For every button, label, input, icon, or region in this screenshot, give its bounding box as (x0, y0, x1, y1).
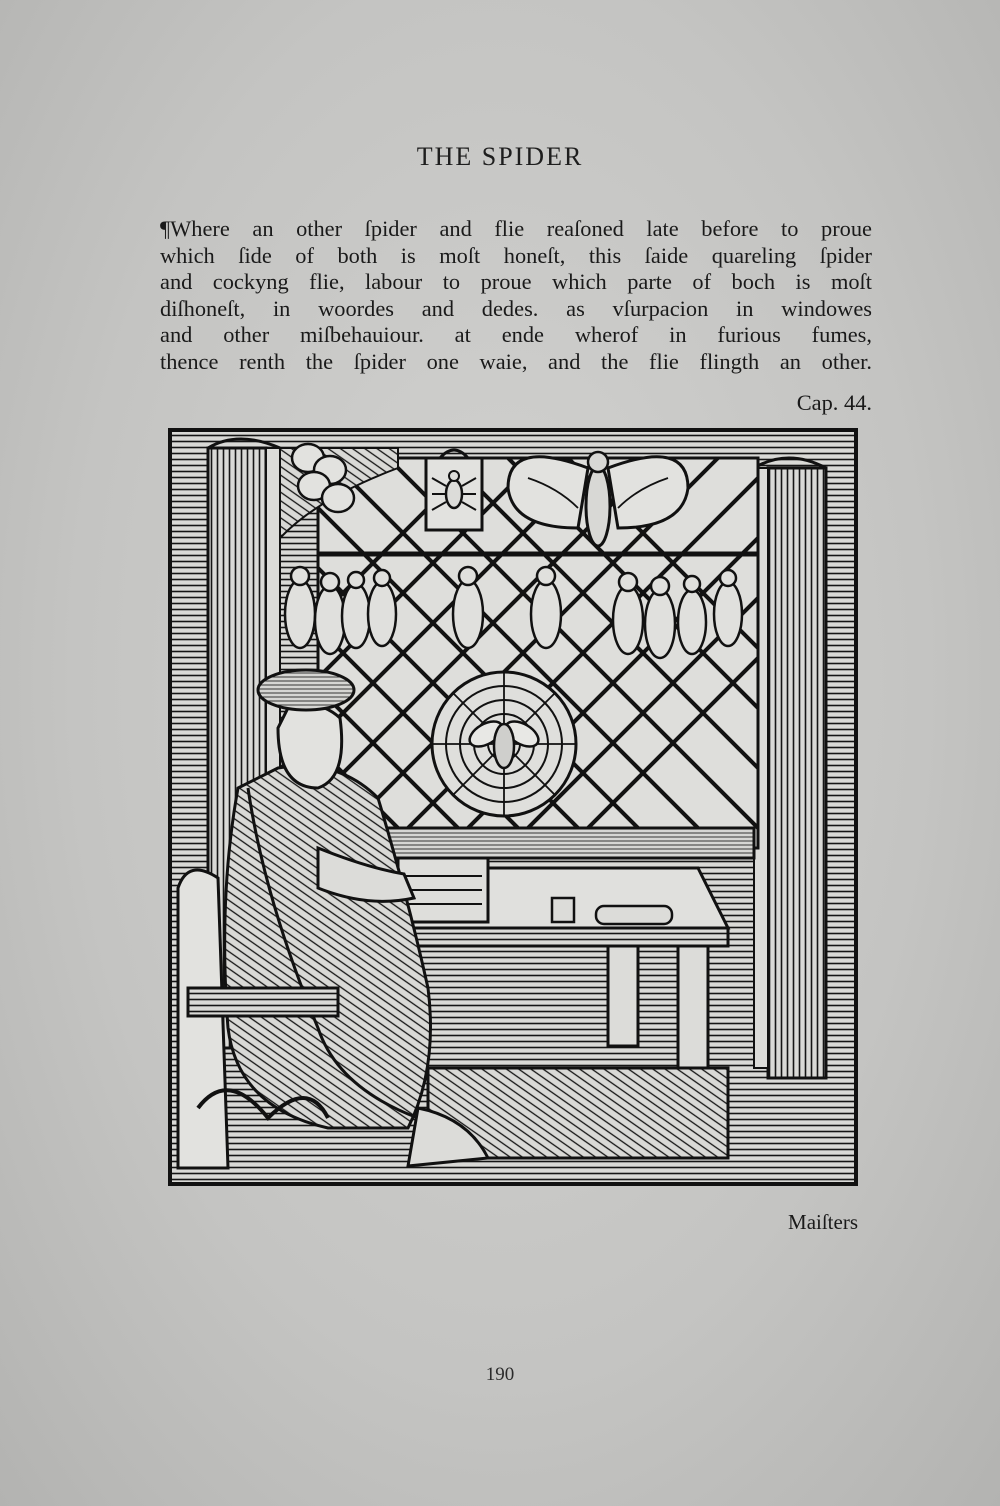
catchword: Maiſters (788, 1210, 858, 1234)
argument-line-3: and cockyng flie, labour to proue which parte of boch is moſt (160, 269, 872, 295)
running-head: THE SPIDER (416, 142, 584, 171)
spider-web (432, 672, 576, 816)
chapter-number: Cap. 44. (796, 390, 872, 415)
chapter-argument (160, 216, 872, 376)
argument-line-4: diſhoneſt, in woordes and dedes. as vſurpacion in windowes (160, 295, 872, 321)
argument-line-6: thence renth the ſpider one waie, and the flie flingth an other. (160, 348, 872, 374)
argument-line-1: ¶Where an other ſpider and flie reaſoned late before to proue (160, 216, 872, 241)
page-number: 190 (485, 1364, 515, 1385)
argument-line-2: which ſide of both is moſt honeſt, this ſaide quareling ſpider (160, 242, 872, 268)
argument-line-5: and other miſbehauiour. at ende wherof in furious fumes, (160, 322, 872, 348)
woodcut-illustration (168, 428, 858, 1186)
caged-spider (426, 450, 482, 530)
